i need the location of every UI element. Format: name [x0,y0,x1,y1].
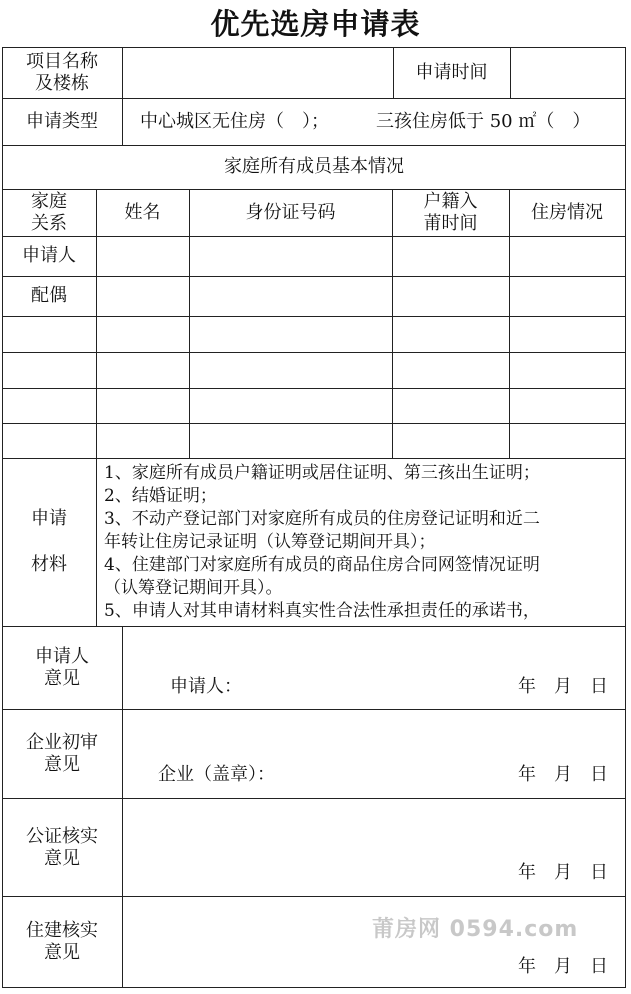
notary-opinion-label-line2: 意见 [44,848,80,869]
family-section-title: 家庭所有成员基本情况 [224,156,404,177]
materials-item: 5、申请人对其申请材料真实性合法性承担责任的承诺书， [104,601,540,621]
table-border-right [625,47,626,988]
row-applicant-label: 申请人 [22,245,76,266]
materials-label-line2: 材料 [31,554,67,575]
site-watermark: 莆房网 0594.com [372,917,579,942]
project-label-line2: 及楼栋 [35,73,89,94]
col-divider [96,458,97,627]
row-divider [2,145,626,146]
apply-time-label: 申请时间 [415,62,488,83]
applicant-date: 年 月 日 [518,676,608,697]
enterprise-date: 年 月 日 [518,764,608,785]
apply-type-label: 申请类型 [26,111,98,132]
col-huji-line2: 莆时间 [423,213,478,234]
type-option-central-no-house: 中心城区无住房（ ）； [140,111,329,132]
materials-item: 3、不动产登记部门对家庭所有成员的住房登记证明和近二 [104,509,540,529]
col-divider [122,98,123,146]
materials-label-line1: 申请 [31,508,67,529]
applicant-signature-label: 申请人： [170,676,242,697]
applicant-opinion-label-line2: 意见 [44,668,80,689]
table-border-top [2,47,626,48]
notary-opinion-label-line1: 公证核实 [26,826,98,847]
col-divider [122,626,123,988]
project-label-line1: 项目名称 [26,51,98,72]
col-divider [96,189,97,459]
col-huji-line1: 户籍入 [423,191,478,212]
materials-item: 2、结婚证明； [104,486,217,506]
housing-opinion-label-line2: 意见 [44,942,80,963]
applicant-opinion-label-line1: 申请人 [35,646,89,667]
row-divider [2,798,626,799]
table-border-bottom [2,987,626,988]
col-name: 姓名 [124,202,161,223]
col-divider [509,189,510,459]
materials-list [104,462,625,624]
housing-opinion-label-line1: 住建核实 [26,920,98,941]
materials-item: 1、家庭所有成员户籍证明或居住证明、第三孩出生证明； [104,463,540,483]
notary-date: 年 月 日 [518,862,608,883]
col-divider [122,47,123,99]
type-option-third-child: 三孩住房低于 50 ㎡（ ） [376,111,591,132]
row-divider [2,98,626,99]
col-relation-line2: 关系 [31,213,67,234]
col-housing: 住房情况 [531,202,603,223]
materials-item: （认筹登记期间开具）。 [104,578,283,598]
materials-item: 4、住建部门对家庭所有成员的商品住房合同网签情况证明 [104,555,540,575]
row-divider [2,709,626,710]
col-id-number: 身份证号码 [245,202,336,223]
col-divider [510,47,511,99]
materials-item: 年转让住房记录证明（认筹登记期间开具）； [104,532,436,552]
row-divider [2,896,626,897]
form-title: 优先选房申请表 [210,7,421,41]
enterprise-opinion-label-line1: 企业初审 [26,732,98,753]
col-relation-line1: 家庭 [31,191,67,212]
enterprise-opinion-label-line2: 意见 [44,754,80,775]
enterprise-seal-label: 企业（盖章）： [158,764,275,785]
row-spouse-label: 配偶 [31,285,67,306]
col-divider [189,189,190,459]
housing-date: 年 月 日 [518,956,608,977]
